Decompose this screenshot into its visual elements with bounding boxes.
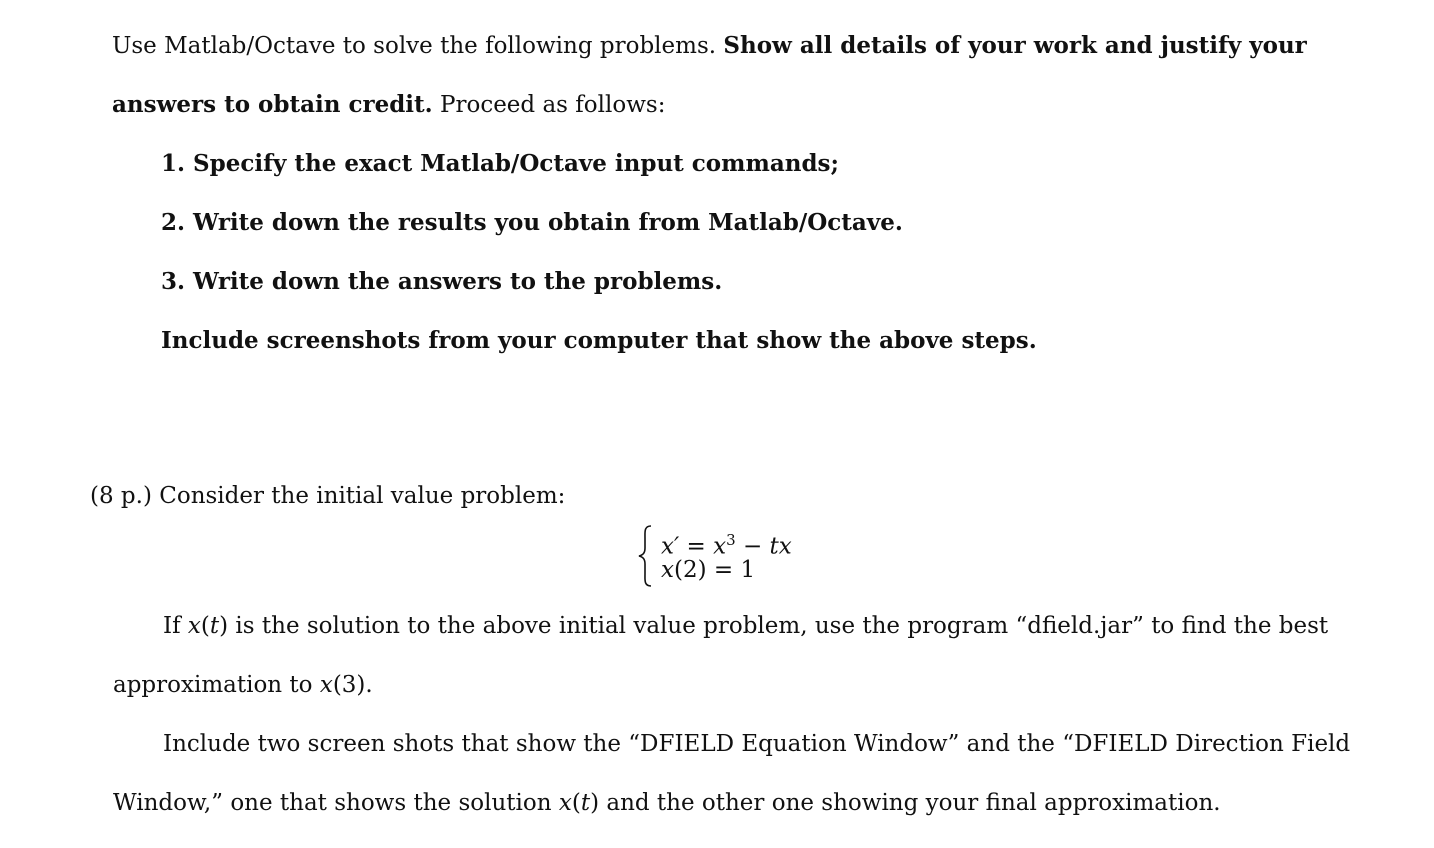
para2-t: t	[580, 790, 591, 816]
intro-bold-text: Show all details of your work and justify your	[723, 32, 1307, 59]
intro-line-1	[112, 31, 1307, 61]
step-2: 2. Write down the results you obtain from Matlab/Octave.	[161, 209, 903, 236]
problem-paragraph-1-line-1	[163, 611, 1328, 641]
eq1-x: x	[713, 533, 727, 560]
para1-paren-open: (	[200, 613, 210, 639]
left-brace-icon	[636, 524, 656, 588]
para2-x: x	[558, 790, 572, 816]
eq1-equals: =	[686, 533, 706, 560]
eq2-arg: (2)	[673, 557, 707, 583]
problem-lead: Consider the initial value problem:	[159, 483, 566, 509]
intro-bold-text-2: answers to obtain credit.	[112, 91, 433, 118]
problem-points: (8 p.)	[90, 483, 152, 509]
eq1-tx: tx	[769, 533, 792, 560]
para2-b: ) and the other one showing your final approximation.	[590, 790, 1221, 816]
eq2-value: 1	[740, 557, 756, 583]
equation-line-2	[661, 556, 755, 584]
problem-paragraph-2-line-2	[113, 788, 1221, 818]
para1-t: t	[209, 613, 220, 639]
intro-line-2	[112, 90, 665, 120]
step-1: 1. Specify the exact Matlab/Octave input commands;	[161, 150, 839, 177]
intro-plain-text: Use Matlab/Octave to solve the following problems.	[112, 33, 717, 59]
eq1-minus: −	[742, 533, 763, 560]
para2-a: Window,” one that shows the solution	[113, 790, 552, 816]
equation-system	[636, 524, 836, 590]
intro-plain-text-2: Proceed as follows:	[440, 92, 666, 118]
para2-paren-open: (	[571, 790, 581, 816]
para1-b: ) is the solution to the above initial value problem, use the program “dfield.jar” to find the best	[219, 613, 1329, 639]
step-3: 3. Write down the answers to the problems.	[161, 268, 723, 295]
problem-paragraph-1-line-2	[113, 670, 373, 700]
para1-x: x	[187, 613, 201, 639]
eq2-equals: =	[713, 557, 734, 583]
problem-paragraph-2-line-1: Include two screen shots that show the “DFIELD Equation Window” and the “DFIELD Direction Field	[163, 731, 1351, 757]
para1-c: approximation to	[113, 672, 313, 698]
problem-heading	[90, 481, 565, 511]
para1-a: If	[163, 613, 181, 639]
eq2-x: x	[661, 557, 674, 583]
eq1-exponent: 3	[726, 531, 736, 549]
para1-x2: x	[319, 672, 333, 698]
para1-d: (3).	[332, 672, 373, 698]
screenshot-note: Include screenshots from your computer that show the above steps.	[161, 327, 1037, 354]
eq1-lhs: x′	[661, 533, 680, 560]
